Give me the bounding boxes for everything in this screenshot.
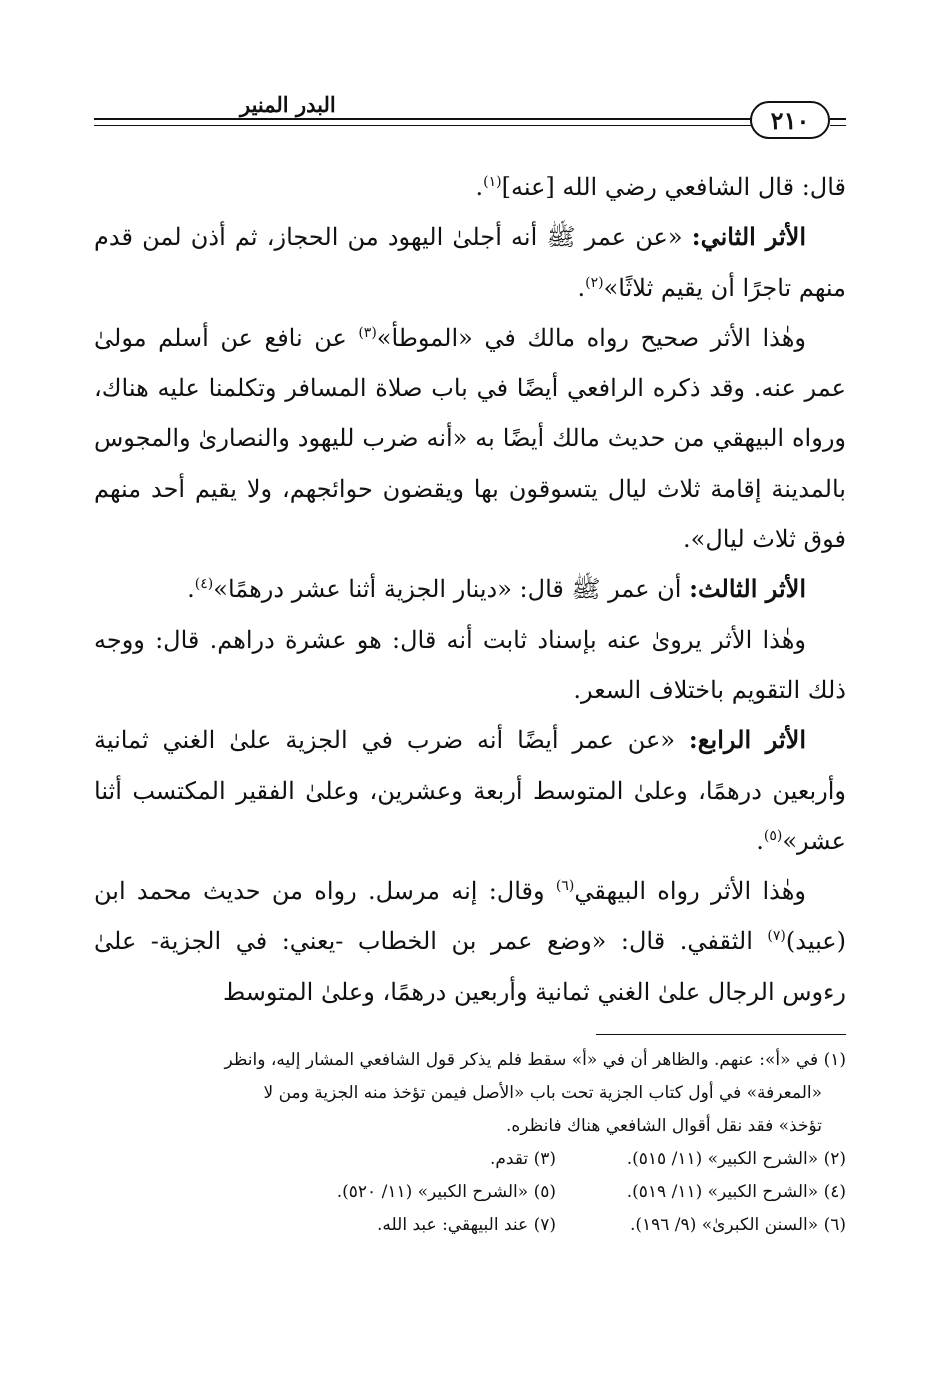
athar-4-label: الأثر الرابع:: [688, 725, 806, 755]
footnote-row-2-3: [94, 1143, 846, 1176]
footnote-3: (٣) تقدم.: [489, 1149, 556, 1169]
running-title: البدر المنير: [234, 92, 342, 117]
footnote-5: (٥) «الشرح الكبير» (١١/ ٥٢٠).: [336, 1182, 556, 1202]
p7-text-c: الثقفي. قال: «وضع عمر بن الخطاب -يعني: في الجزية- علىٰ رءوس الرجال علىٰ الغني ثمانية وأربعين درهمًا، وعلىٰ المتوسط: [94, 927, 846, 1006]
p3-text-a: وهٰذا الأثر صحيح رواه مالك في «الموطأ»: [376, 323, 807, 352]
p4-end: .: [187, 575, 195, 604]
page-header: [94, 92, 846, 150]
footnote-1-line-3: تؤخذ» فقد نقل أقوال الشافعي هناك فانظره.: [505, 1116, 822, 1136]
p7-text-b: وقال: إنه مرسل. رواه من حديث محمد ابن (عبيد): [94, 877, 846, 956]
header-rule-thick: [94, 118, 754, 120]
footnote-separator: [596, 1034, 846, 1035]
footnote-ref-2: (٢): [585, 274, 604, 291]
paragraph-3: [94, 313, 846, 564]
page-number: ٢١٠: [750, 101, 830, 139]
paragraph-5: [94, 615, 846, 716]
footnotes: [94, 1044, 846, 1242]
p5-text: وهٰذا الأثر يروىٰ عنه بإسناد ثابت أنه قال: هو عشرة دراهم. قال: ووجه ذلك التقويم باختلاف السعر.: [94, 625, 846, 704]
p2-text: «عن عمر ﷺ أنه أجلىٰ اليهود من الحجاز، ثم أذن لمن قدم منهم تاجرًا أن يقيم ثلاثًا»: [94, 223, 846, 302]
footnote-ref-1: (١): [483, 174, 502, 190]
athar-2-label: الأثر الثاني:: [691, 222, 806, 252]
main-text: [94, 162, 846, 1017]
footnote-1-line-2: «المعرفة» في أول كتاب الجزية تحت باب «الأصل فيمن تؤخذ منه الجزية ومن لا: [263, 1083, 822, 1103]
footnote-row-4-5: [94, 1176, 846, 1209]
footnote-6: (٦) «السنن الكبرىٰ» (٩/ ١٩٦).: [629, 1215, 846, 1235]
p6-text: «عن عمر أيضًا أنه ضرب في الجزية علىٰ الغني ثمانية وأربعين درهمًا، وعلىٰ المتوسط أربعة وعشرين، وعلىٰ الفقير المكتسب أثنا عشر»: [94, 726, 846, 855]
paragraph-6: [94, 715, 846, 866]
footnote-2: (٢) «الشرح الكبير» (١١/ ٥١٥).: [626, 1149, 846, 1169]
footnote-ref-5: (٥): [763, 827, 783, 844]
footnote-row-6-7: [94, 1209, 846, 1242]
header-rule-right-thick: [830, 118, 846, 120]
p2-end: .: [577, 273, 586, 302]
p7-text-a: وهٰذا الأثر رواه البيهقي: [574, 877, 806, 906]
footnote-ref-6: (٦): [555, 878, 575, 895]
paragraph-2: [94, 212, 846, 313]
p1-text: قال: قال الشافعي رضي الله [عنه]: [501, 173, 846, 201]
p3-text-b: عن نافع عن أسلم مولىٰ عمر عنه. وقد ذكره الرافعي أيضًا في باب صلاة المسافر وتكلمنا عليه هناك، ورواه البيهقي من حديث مالك أيضًا به «أنه ضرب لليهود والنصارىٰ والمجوس بالمدينة إقامة ثلاث ليال يتسوقون بها ويقضون حوائجهم، ولا يقيم أحد منهم فوق ثلاث ليال».: [94, 323, 846, 554]
p1-end: .: [475, 173, 484, 201]
footnote-1-line-1: (١) في «أ»: عنهم. والظاهر أن في «أ» سقط فلم يذكر قول الشافعي المشار إليه، وانظر: [224, 1050, 846, 1070]
athar-3-label: الأثر الثالث:: [689, 574, 806, 604]
header-rule-right-thin: [830, 125, 846, 126]
footnote-4: (٤) «الشرح الكبير» (١١/ ٥١٩).: [626, 1182, 846, 1202]
footnote-7: (٧) عند البيهقي: عبد الله.: [377, 1215, 556, 1235]
header-rule-thin: [94, 125, 754, 126]
footnote-ref-7: (٧): [767, 928, 786, 945]
p6-end: .: [756, 826, 764, 855]
footnote-ref-3: (٣): [358, 324, 377, 341]
paragraph-1: [94, 162, 846, 212]
p4-text: أن عمر ﷺ قال: «دينار الجزية أثنا عشر درهمًا»: [213, 575, 690, 604]
footnote-ref-4: (٤): [194, 576, 214, 593]
paragraph-4: [94, 564, 846, 614]
paragraph-7: [94, 866, 846, 1017]
